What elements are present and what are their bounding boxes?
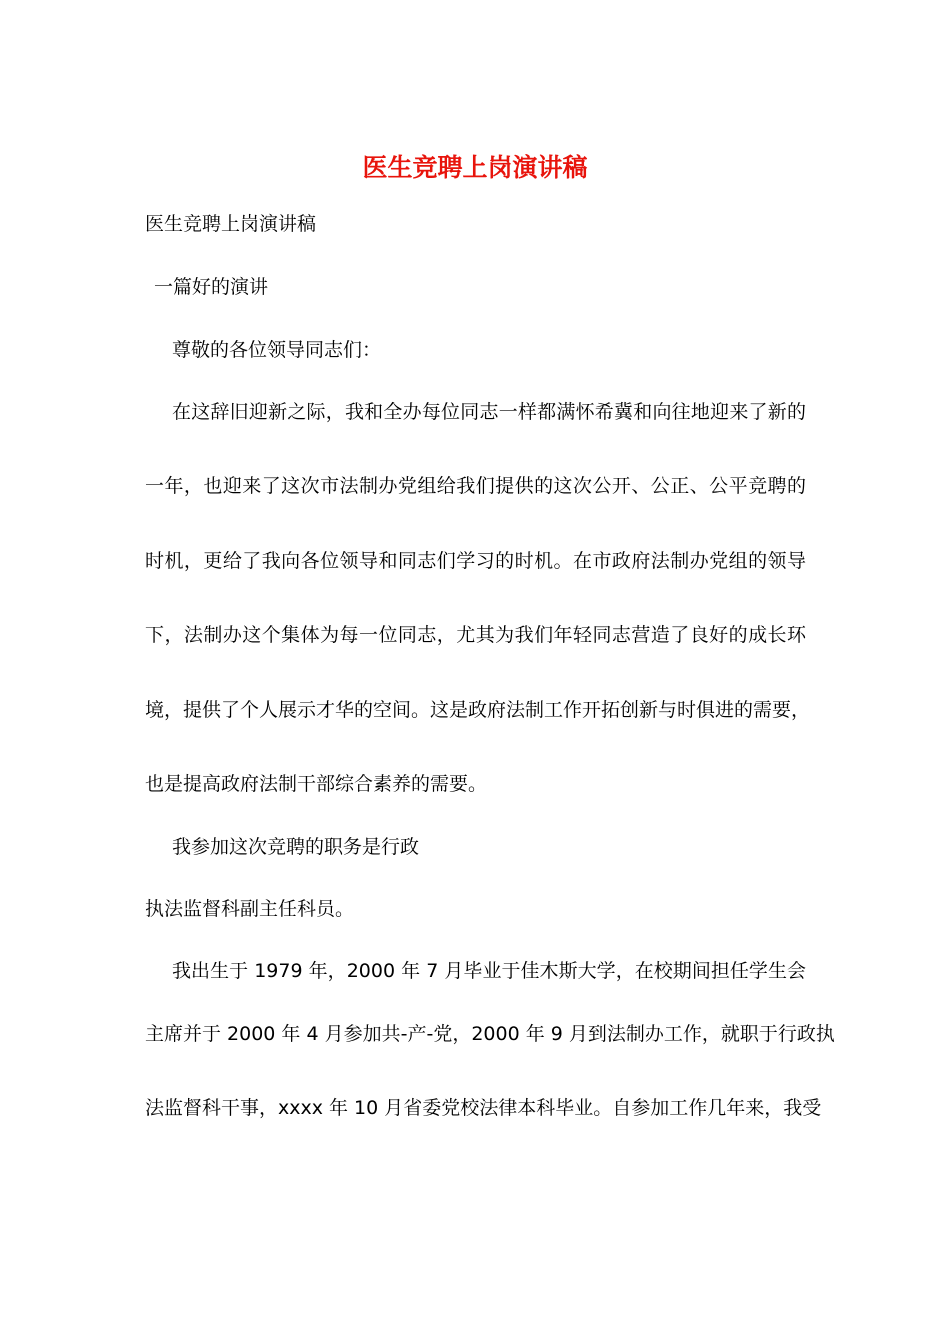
document-title: 医生竞聘上岗演讲稿: [362, 153, 588, 182]
paragraph-line: 一年，也迎来了这次市法制办党组给我们提供的这次公开、公正、公平竞聘的: [145, 475, 806, 497]
paragraph-line: 我出生于 1979 年，2000 年 7 月毕业于佳木斯大学，在校期间担任学生会: [172, 960, 806, 982]
paragraph-line: 境，提供了个人展示才华的空间。这是政府法制工作开拓创新与时俱进的需要，: [145, 699, 811, 721]
paragraph-line: 执法监督科副主任科员。: [145, 898, 355, 920]
subtitle-line: 医生竞聘上岗演讲稿: [145, 213, 317, 235]
paragraph-line: 也是提高政府法制干部综合素养的需要。: [145, 773, 488, 795]
paragraph-line: 主席并于 2000 年 4 月参加共-产-党，2000 年 9 月到法制办工作，就职于行政执: [145, 1023, 835, 1045]
salutation-line: 尊敬的各位领导同志们：: [172, 339, 382, 361]
intro-line: 一篇好的演讲: [154, 276, 269, 298]
paragraph-line: 时机，更给了我向各位领导和同志们学习的时机。在市政府法制办党组的领导: [145, 550, 806, 572]
paragraph-line: 我参加这次竞聘的职务是行政: [172, 836, 420, 858]
paragraph-line: 法监督科干事，xxxx 年 10 月省委党校法律本科毕业。自参加工作几年来，我受: [145, 1097, 822, 1119]
paragraph-line: 下，法制办这个集体为每一位同志，尤其为我们年轻同志营造了良好的成长环: [145, 624, 806, 646]
paragraph-line: 在这辞旧迎新之际，我和全办每位同志一样都满怀希冀和向往地迎来了新的: [172, 401, 806, 423]
